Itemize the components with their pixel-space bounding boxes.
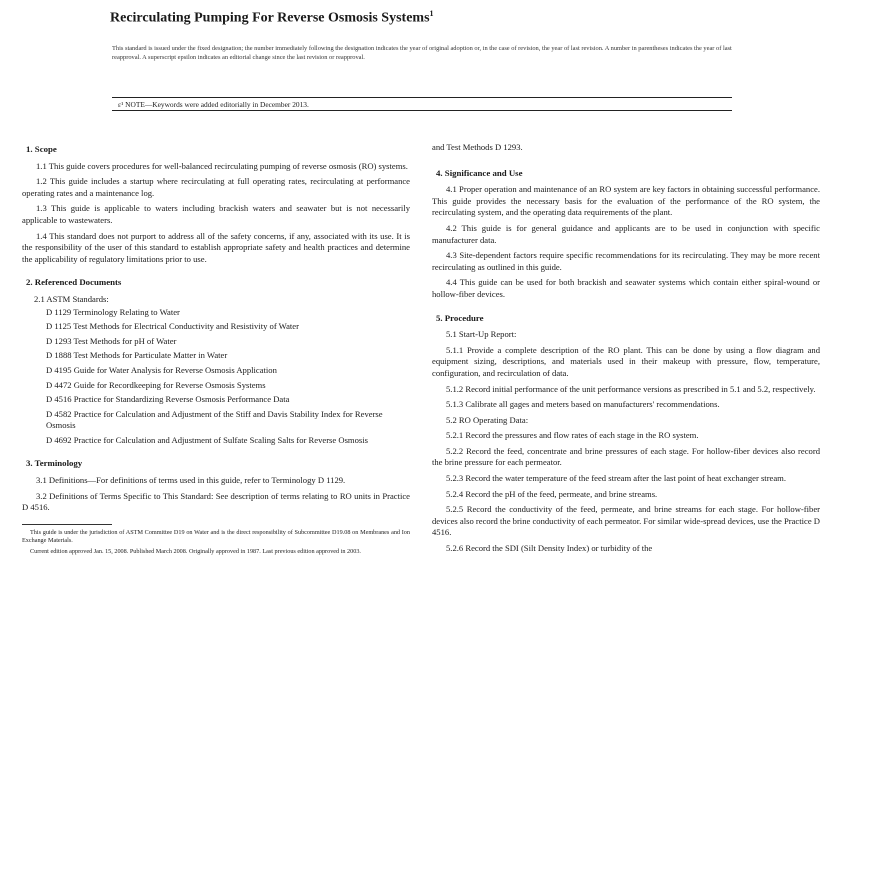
paragraph: 1.2 This guide includes a startup where recirculating at full operating rates, recirculating at performance operating rates and a maintenance log.: [22, 176, 410, 198]
reference-item: D 4516 Practice for Standardizing Reverse Osmosis Performance Data: [46, 394, 290, 405]
paragraph: 5.2 RO Operating Data:: [446, 414, 529, 425]
paragraph: 5.1.1 Provide a complete description of the RO plant. This can be done by using a flow diagram and equipment sizing, descriptions, and materials used in their makeup with pressure, flow, temperature, configuration, and recirculation of data.: [432, 344, 820, 378]
reference-item: D 1888 Test Methods for Particulate Matter in Water: [46, 350, 228, 361]
reference-item: 2.1 ASTM Standards:: [34, 293, 109, 304]
reference-item: D 4195 Guide for Water Analysis for Reverse Osmosis Application: [46, 364, 277, 375]
paragraph: 5.1.3 Calibrate all gages and meters based on manufacturers' recommendations.: [446, 399, 720, 410]
paragraph: 5.2.2 Record the feed, concentrate and brine pressures of each stage. For hollow-fiber devices also record the brine pressure for each permeator.: [432, 445, 820, 468]
paragraph: 1.4 This standard does not purport to address all of the safety concerns, if any, associated with its use. It is the responsibility of the user of this standard to establish appropriate safety and health practices and determine the applicability of regulatory limitations prior to use.: [22, 230, 410, 264]
designation-note: This standard is issued under the fixed designation; the number immediately following the designation indicates the year of original adoption or, in the case of revision, the year of last revision. A number in parentheses indicates the year of last reapproval. A superscript epsilon indicates an editorial change since the last revision or reapproval.: [112, 45, 732, 61]
section-scope: [22, 144, 410, 265]
paragraph: 1.3 This guide is applicable to waters including brackish waters and seawater but is not necessarily applicable to wastewaters.: [22, 203, 410, 225]
section-heading: 3. Terminology: [26, 458, 83, 469]
section-heading: 4. Significance and Use: [436, 167, 523, 178]
section-heading: 1. Scope: [26, 144, 57, 154]
right-column: [432, 142, 820, 559]
section-terminology: [22, 458, 410, 513]
paragraph: 3.1 Definitions—For definitions of terms used in this guide, refer to Terminology D 1129.: [36, 475, 346, 486]
paragraph: 5.2.4 Record the pH of the feed, permeate, and brine streams.: [446, 488, 658, 499]
paragraph: 5.2.3 Record the water temperature of the feed stream after the last point of heat exchanger stream.: [446, 473, 787, 484]
reference-item: D 4472 Guide for Recordkeeping for Reverse Osmosis Systems: [46, 379, 266, 390]
reference-item: D 1293 Test Methods for pH of Water: [46, 335, 177, 346]
paragraph: 4.3 Site-dependent factors require specific recommendations for its recirculating. They may be more recent recirculating as outlined in this guide.: [432, 250, 820, 272]
section-referenced-documents: [22, 277, 410, 446]
title-footnote-marker: 1: [429, 9, 434, 18]
paragraph: 4.1 Proper operation and maintenance of an RO system are key factors in obtaining successful performance. This guide provides the necessary basis for the evaluation of the performance of the RO system, the recirculating system, and the operating data requirements of the plant.: [432, 184, 820, 218]
reference-item: D 1125 Test Methods for Electrical Conductivity and Resistivity of Water: [46, 321, 299, 332]
section-procedure: [432, 313, 820, 555]
paragraph: 4.4 This guide can be used for both brackish and seawater systems which contain either spiral-wound or hollow-fiber devices.: [432, 277, 820, 299]
footnote: This guide is under the jurisdiction of ASTM Committee D19 on Water and is the direct responsibility of Subcommittee D19.08 on Membranes and Ion Exchange Materials.: [22, 528, 410, 544]
paragraph: 5.2.6 Record the SDI (Silt Density Index) or turbidity of the: [446, 543, 653, 554]
editorial-note: ε¹ NOTE—Keywords were added editorially in December 2013.: [112, 97, 732, 111]
reference-item: D 1129 Terminology Relating to Water: [46, 306, 180, 317]
paragraph: 5.2.1 Record the pressures and flow rates of each stage in the RO system.: [446, 430, 699, 441]
section-heading: 2. Referenced Documents: [26, 277, 122, 288]
title-text: Recirculating Pumping For Reverse Osmosis Systems: [110, 10, 430, 26]
document-title: [110, 6, 750, 27]
footnote-divider: [22, 524, 112, 525]
section-significance: [432, 168, 820, 301]
footnote: Current edition approved Jan. 15, 2008. Published March 2008. Originally approved in 1987. Last previous edition approved in 2003.: [30, 547, 361, 555]
paragraph: 1.1 This guide covers procedures for well-balanced recirculating pumping of reverse osmosis (RO) systems.: [36, 160, 408, 171]
left-column: [22, 142, 410, 559]
paragraph: 4.2 This guide is for general guidance and applicants are to be used in conjunction with specific manufacturer data.: [432, 222, 820, 245]
paragraph: 5.2.5 Record the conductivity of the feed, permeate, and brine streams for each stage. For hollow-fiber devices also record the brine conductivity of each permeator. For similar wide-spread devices, use the Practice D 4516.: [432, 504, 821, 538]
paragraph: 5.1 Start-Up Report:: [446, 329, 517, 340]
paragraph: 5.1.2 Record initial performance of the unit performance versions as prescribed in 5.1 and 5.2, respectively.: [446, 383, 816, 394]
reference-item: D 4582 Practice for Calculation and Adjustment of the Stiff and Davis Stability Index for Reverse Osmosis: [46, 408, 383, 431]
section-heading: 5. Procedure: [436, 312, 484, 323]
reference-item: D 4692 Practice for Calculation and Adjustment of Sulfate Scaling Salts for Reverse Osmosis: [46, 434, 368, 445]
paragraph: 3.2 Definitions of Terms Specific to This Standard: See description of terms relating to RO units in Practice D 4516.: [22, 490, 410, 513]
continued-text: and Test Methods D 1293.: [432, 142, 523, 152]
